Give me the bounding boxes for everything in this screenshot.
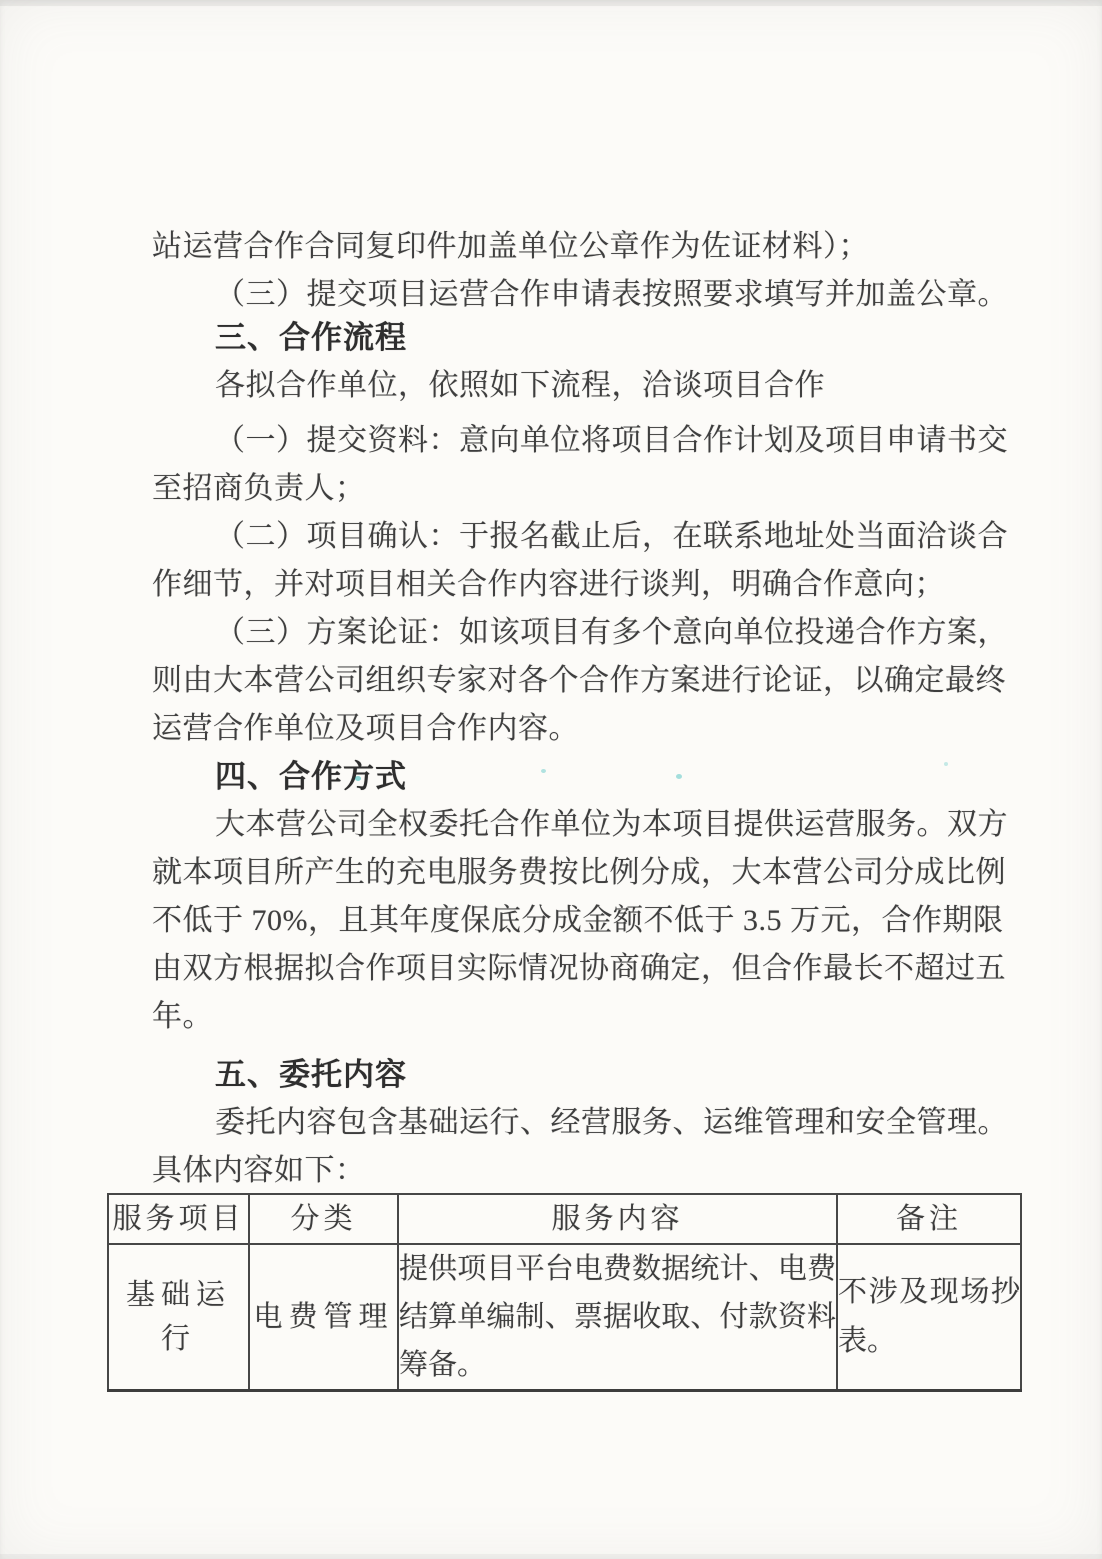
text-line: 不低于 70%，且其年度保底分成金额不低于 3.5 万元，合作期限 xyxy=(152,904,1004,937)
heading-cooperation-method: 四、合作方式 xyxy=(215,759,407,794)
cell-category: 电费管理 xyxy=(249,1244,398,1391)
text-line: 年。 xyxy=(152,1000,213,1033)
service-table xyxy=(107,1193,1022,1392)
table-row xyxy=(108,1244,1021,1391)
scan-speck xyxy=(676,774,682,779)
text-line: 各拟合作单位，依照如下流程，洽谈项目合作 xyxy=(215,369,825,402)
col-header-service-item: 服务项目 xyxy=(108,1194,249,1244)
text-line: 运营合作单位及项目合作内容。 xyxy=(152,712,579,745)
scan-edge-top xyxy=(0,0,1102,6)
col-header-service-content: 服务内容 xyxy=(398,1194,837,1244)
text-line: 委托内容包含基础运行、经营服务、运维管理和安全管理。 xyxy=(215,1106,1008,1139)
text-line: （二）项目确认：于报名截止后，在联系地址处当面洽谈合 xyxy=(215,520,1008,553)
cell-note: 不涉及现场抄表。 xyxy=(837,1244,1021,1391)
col-header-category: 分类 xyxy=(249,1194,398,1244)
scan-edge-bottom xyxy=(0,1554,1102,1559)
scan-speck xyxy=(541,769,546,773)
text-line: （一）提交资料：意向单位将项目合作计划及项目申请书交 xyxy=(215,424,1008,457)
text-line: 具体内容如下： xyxy=(152,1154,366,1187)
text-line: 就本项目所产生的充电服务费按比例分成，大本营公司分成比例 xyxy=(152,856,1006,889)
table-header-row xyxy=(108,1194,1021,1244)
col-header-note: 备注 xyxy=(837,1194,1021,1244)
text-line: 站运营合作合同复印件加盖单位公章作为佐证材料）； xyxy=(152,230,869,263)
text-line: 大本营公司全权委托合作单位为本项目提供运营服务。双方 xyxy=(215,808,1008,841)
cell-service-item: 基础运行 xyxy=(108,1244,249,1391)
scan-speck xyxy=(944,762,948,766)
text-line: （三）方案论证：如该项目有多个意向单位投递合作方案， xyxy=(215,616,1008,649)
text-line: （三）提交项目运营合作申请表按照要求填写并加盖公章。 xyxy=(215,278,1008,311)
heading-entrusted-content: 五、委托内容 xyxy=(215,1057,407,1092)
text-line: 作细节，并对项目相关合作内容进行谈判，明确合作意向； xyxy=(152,568,945,601)
heading-cooperation-process: 三、合作流程 xyxy=(215,320,407,355)
text-line: 则由大本营公司组织专家对各个合作方案进行论证，以确定最终 xyxy=(152,664,1006,697)
text-line: 至招商负责人； xyxy=(152,472,366,505)
cell-service-content: 提供项目平台电费数据统计、电费结算单编制、票据收取、付款资料筹备。 xyxy=(398,1244,837,1391)
scan-speck xyxy=(355,776,361,781)
text-line: 由双方根据拟合作项目实际情况协商确定，但合作最长不超过五 xyxy=(152,952,1006,985)
